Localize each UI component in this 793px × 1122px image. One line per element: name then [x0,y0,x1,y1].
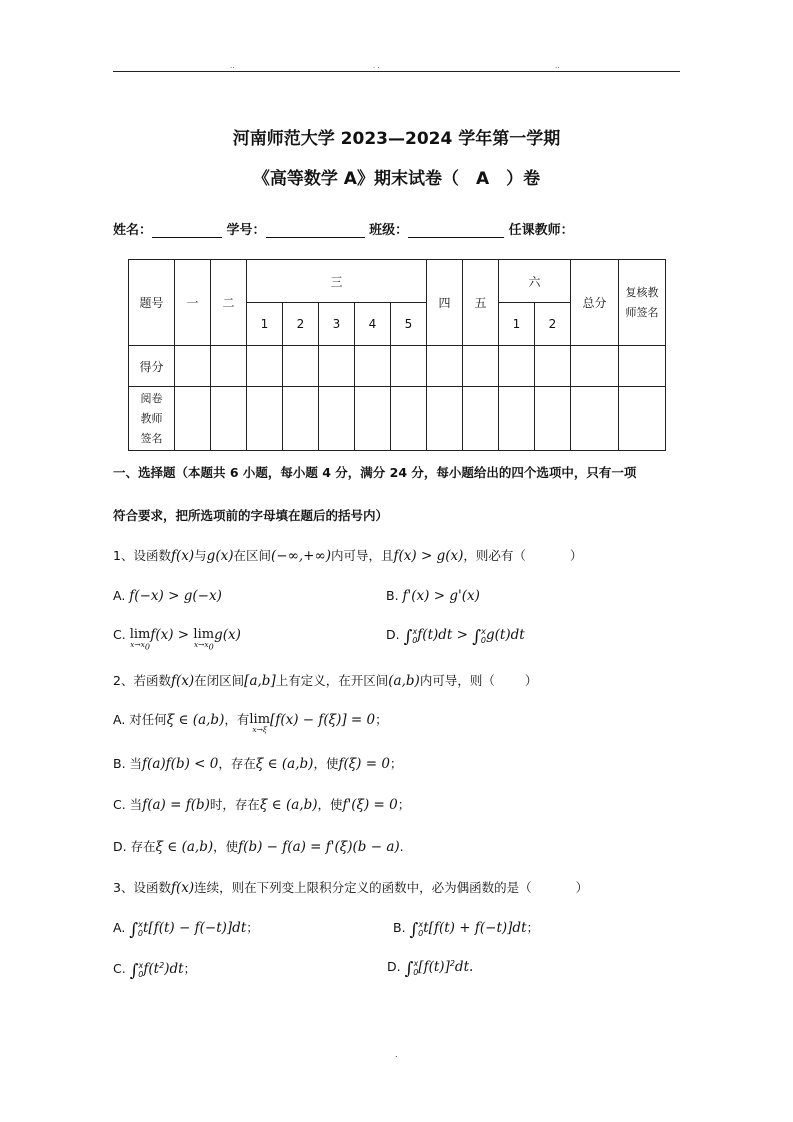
col-q3: 三 [247,260,427,303]
q3-sub: 2 [283,303,319,346]
q3-option-d[interactable]: D. $\int^x_0[f(t)]^2dt$. [387,959,474,980]
name-blank[interactable] [152,223,222,238]
q3-sub: 4 [355,303,391,346]
score-cell[interactable] [175,346,211,387]
score-cell[interactable] [427,346,463,387]
col-q5: 五 [463,260,499,346]
grader-cell[interactable] [427,387,463,451]
class-blank[interactable] [408,223,504,238]
score-cell[interactable] [355,346,391,387]
score-cell[interactable] [571,346,619,387]
q2-option-a[interactable]: A. 对任何ξ ∈ (a,b)，有 lim x→ξ [f(x) − f(ξ)] = 0； [113,712,388,734]
header-dots: .. [230,62,235,70]
score-cell[interactable] [535,346,571,387]
q6-sub: 2 [535,303,571,346]
score-cell[interactable] [211,346,247,387]
score-cell[interactable] [619,346,666,387]
grader-cell[interactable] [535,387,571,451]
score-cell[interactable] [499,346,535,387]
score-row-label: 得分 [129,346,175,387]
q6-sub: 1 [499,303,535,346]
grader-cell[interactable] [175,387,211,451]
grader-cell[interactable] [499,387,535,451]
header-dots: . . [373,62,380,70]
q3-sub: 3 [319,303,355,346]
q1-option-d[interactable]: D. ∫$^x_0$f(t)dt > ∫$^x_0$g(t)dt [386,627,525,648]
id-blank[interactable] [266,223,365,238]
grader-cell[interactable] [391,387,427,451]
grader-cell[interactable] [619,387,666,451]
q1-option-b[interactable]: B. f'(x) > g'(x) [386,588,480,604]
q3-sub: 5 [391,303,427,346]
col-q6: 六 [499,260,571,303]
student-info-line [113,219,574,238]
q3-sub: 1 [247,303,283,346]
q3-stem: 3、设函数f(x)连续，则在下列变上限积分定义的函数中，必为偶函数的是（ ） [113,880,589,896]
score-cell[interactable] [247,346,283,387]
col-q1: 一 [175,260,211,346]
name-label: 姓名： [113,223,153,238]
grader-cell[interactable] [247,387,283,451]
grader-cell[interactable] [463,387,499,451]
exam-subtitle: 《高等数学 A》期末试卷（ A ）卷 [252,169,541,189]
section-heading-cont: 符合要求，把所选项前的字母填在题后的括号内） [113,508,389,523]
id-label: 学号： [226,223,266,238]
grader-row-label: 阅卷教师签名 [129,387,175,451]
header-dots: .. [555,62,560,70]
grader-cell[interactable] [355,387,391,451]
score-table [128,259,666,451]
score-cell[interactable] [463,346,499,387]
col-total: 总分 [571,260,619,346]
score-cell[interactable] [391,346,427,387]
q1-stem: 1、设函数f(x)与g(x)在区间(−∞,+∞)内可导，且f(x) > g(x)，则必有（ ） [113,548,583,564]
q2-option-d[interactable]: D. 存在ξ ∈ (a,b)，使f(b) − f(a) = f'(ξ)(b − a). [113,839,404,855]
footer-dot: . [395,1050,398,1059]
col-review: 复核教师签名 [619,260,666,346]
exam-title: 河南师范大学 2023—2024 学年第一学期 [232,129,561,149]
teacher-label: 任课教师： [508,223,574,238]
q3-option-a[interactable]: A. ∫$^x_0$t[f(t) − f(−t)]dt； [113,919,259,940]
grader-cell[interactable] [283,387,319,451]
score-cell[interactable] [283,346,319,387]
score-cell[interactable] [319,346,355,387]
q3-option-c[interactable]: C. $\int^x_0f(t^2)dt$； [113,960,197,981]
section-heading: 一、选择题（本题共 6 小题，每小题 4 分，满分 24 分，每小题给出的四个选项中，只有一项 [113,465,637,480]
col-q2: 二 [211,260,247,346]
header-rule [113,71,680,72]
q3-option-b[interactable]: B. ∫$^x_0$t[f(t) + f(−t)]dt； [393,919,540,940]
q2-stem: 2、若函数f(x)在闭区间[a,b]上有定义，在开区间(a,b)内可导，则（ ） [113,673,538,689]
grader-cell[interactable] [319,387,355,451]
q2-option-c[interactable]: C. 当f(a) = f(b)时，存在ξ ∈ (a,b)，使f'(ξ) = 0； [113,797,411,813]
class-label: 班级： [369,223,409,238]
q2-option-b[interactable]: B. 当f(a)f(b) < 0，存在ξ ∈ (a,b)，使f(ξ) = 0； [113,756,403,772]
q1-option-a[interactable]: A. f(−x) > g(−x) [113,588,222,604]
grader-cell[interactable] [571,387,619,451]
q1-option-c[interactable]: C. lim $x\to x_0$ f(x) > lim $x\to x_0$ g(x) [113,627,241,652]
grader-cell[interactable] [211,387,247,451]
row-header: 题号 [129,260,175,346]
col-q4: 四 [427,260,463,346]
